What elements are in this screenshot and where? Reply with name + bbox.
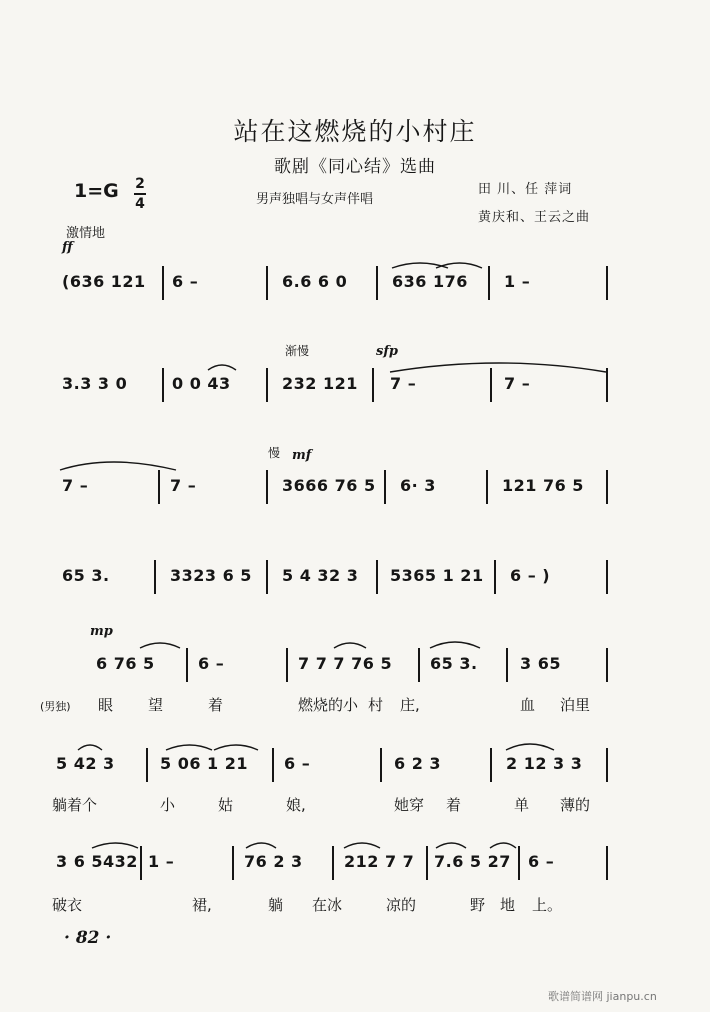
measure-6-2: 5 06 1 21 [160, 754, 249, 773]
lyric: 上。 [532, 896, 563, 914]
lyric: 村 [368, 696, 384, 714]
slur [334, 643, 366, 648]
direction-jianman: 渐慢 [285, 344, 310, 358]
measure-5-4: 65 3. [430, 654, 478, 673]
time-signature-bottom: 4 [135, 196, 145, 212]
singer-label: (男独) [40, 700, 71, 713]
measure-1-2: 6 – [172, 272, 199, 291]
slur [430, 642, 480, 648]
lyric: 血 [520, 696, 536, 714]
slur [436, 263, 482, 268]
measure-2-4: 7 – [390, 374, 417, 393]
measure-6-3: 6 – [284, 754, 311, 773]
tempo-marking: 激情地 [66, 226, 106, 241]
measure-5-3: 7 7 7 76 5 [298, 654, 393, 673]
slur [78, 745, 102, 750]
measure-3-4: 6· 3 [400, 476, 436, 495]
page-number: · 82 · [64, 928, 112, 948]
lyric: 燃烧的小 [298, 696, 359, 714]
measure-3-3: 3666 76 5 [282, 476, 376, 495]
lyricist-credit: 田 川、任 萍词 [478, 182, 573, 197]
measure-2-1: 3.3 3 0 [62, 374, 128, 393]
lyric: 凉的 [386, 896, 417, 914]
lyric: 她穿 [394, 796, 425, 814]
tie [390, 363, 606, 372]
lyric: 泊里 [560, 696, 591, 714]
measure-1-3: 6.6 6 0 [282, 272, 348, 291]
measure-7-6: 6 – [528, 852, 555, 871]
lyric: 着 [208, 696, 224, 714]
lyric: 在冰 [312, 896, 343, 914]
slur [490, 843, 516, 848]
slur [436, 843, 466, 848]
measure-1-5: 1 – [504, 272, 531, 291]
lyric: 躺着个 [52, 796, 98, 814]
direction-man: 慢 [268, 446, 281, 460]
measure-6-5: 2 12 3 3 [506, 754, 583, 773]
measure-2-5: 7 – [504, 374, 531, 393]
lyric: 野 [470, 896, 486, 914]
measure-7-1: 3 6 5432 [56, 852, 138, 871]
lyric: 薄的 [560, 796, 591, 814]
measure-2-2: 0 0 43 [172, 374, 231, 393]
lyric: 姑 [218, 796, 234, 814]
measure-5-1: 6 76 5 [96, 654, 155, 673]
measure-6-4: 6 2 3 [394, 754, 442, 773]
measure-5-5: 3 65 [520, 654, 561, 673]
measure-2-3: 232 121 [282, 374, 358, 393]
key-signature: 1=G [74, 180, 119, 202]
slur [246, 843, 276, 848]
lyric: 小 [160, 796, 176, 814]
slur [344, 843, 380, 848]
lyric: 望 [148, 696, 164, 714]
subtitle: 歌剧《同心结》选曲 [274, 157, 436, 177]
measure-4-5: 6 – ) [510, 566, 551, 585]
measure-3-5: 121 76 5 [502, 476, 584, 495]
dynamic-ff: ff [62, 240, 73, 255]
lyric: 躺 [268, 896, 284, 914]
lyric: 单 [514, 796, 530, 814]
slur [140, 643, 180, 648]
tie [60, 462, 176, 470]
measure-7-5: 7.6 5 27 [434, 852, 511, 871]
slur [214, 745, 258, 750]
lyric: 庄, [400, 696, 420, 714]
measure-7-4: 212 7 7 [344, 852, 415, 871]
dynamic-sfp: sfp [376, 344, 399, 359]
page-title: 站在这燃烧的小村庄 [233, 117, 477, 146]
measure-4-2: 3323 6 5 [170, 566, 252, 585]
watermark: 歌谱简谱网 jianpu.cn [548, 990, 657, 1003]
performance-note: 男声独唱与女声伴唱 [256, 192, 374, 207]
lyric: 破衣 [52, 896, 83, 914]
measure-7-3: 76 2 3 [244, 852, 303, 871]
time-signature-top: 2 [135, 176, 145, 192]
lyric: 眼 [98, 696, 114, 714]
measure-4-4: 5365 1 21 [390, 566, 484, 585]
composer-credit: 黄庆和、王云之曲 [478, 210, 591, 225]
measure-5-2: 6 – [198, 654, 225, 673]
slur [166, 745, 212, 750]
measure-6-1: 5 42 3 [56, 754, 115, 773]
lyric: 娘, [286, 796, 306, 814]
measure-1-1: (636 121 [62, 272, 146, 291]
dynamic-mp: mp [90, 624, 113, 639]
slur [506, 744, 554, 750]
measure-7-2: 1 – [148, 852, 175, 871]
slur [208, 365, 236, 370]
measure-3-2: 7 – [170, 476, 197, 495]
slur [92, 843, 138, 848]
measure-4-1: 65 3. [62, 566, 110, 585]
measure-4-3: 5 4 32 3 [282, 566, 359, 585]
dynamic-mf: mf [292, 448, 312, 463]
measure-3-1: 7 – [62, 476, 89, 495]
measure-1-4: 636 176 [392, 272, 468, 291]
lyric: 地 [500, 896, 516, 914]
lyric: 裙, [192, 896, 212, 914]
lyric: 着 [446, 796, 462, 814]
